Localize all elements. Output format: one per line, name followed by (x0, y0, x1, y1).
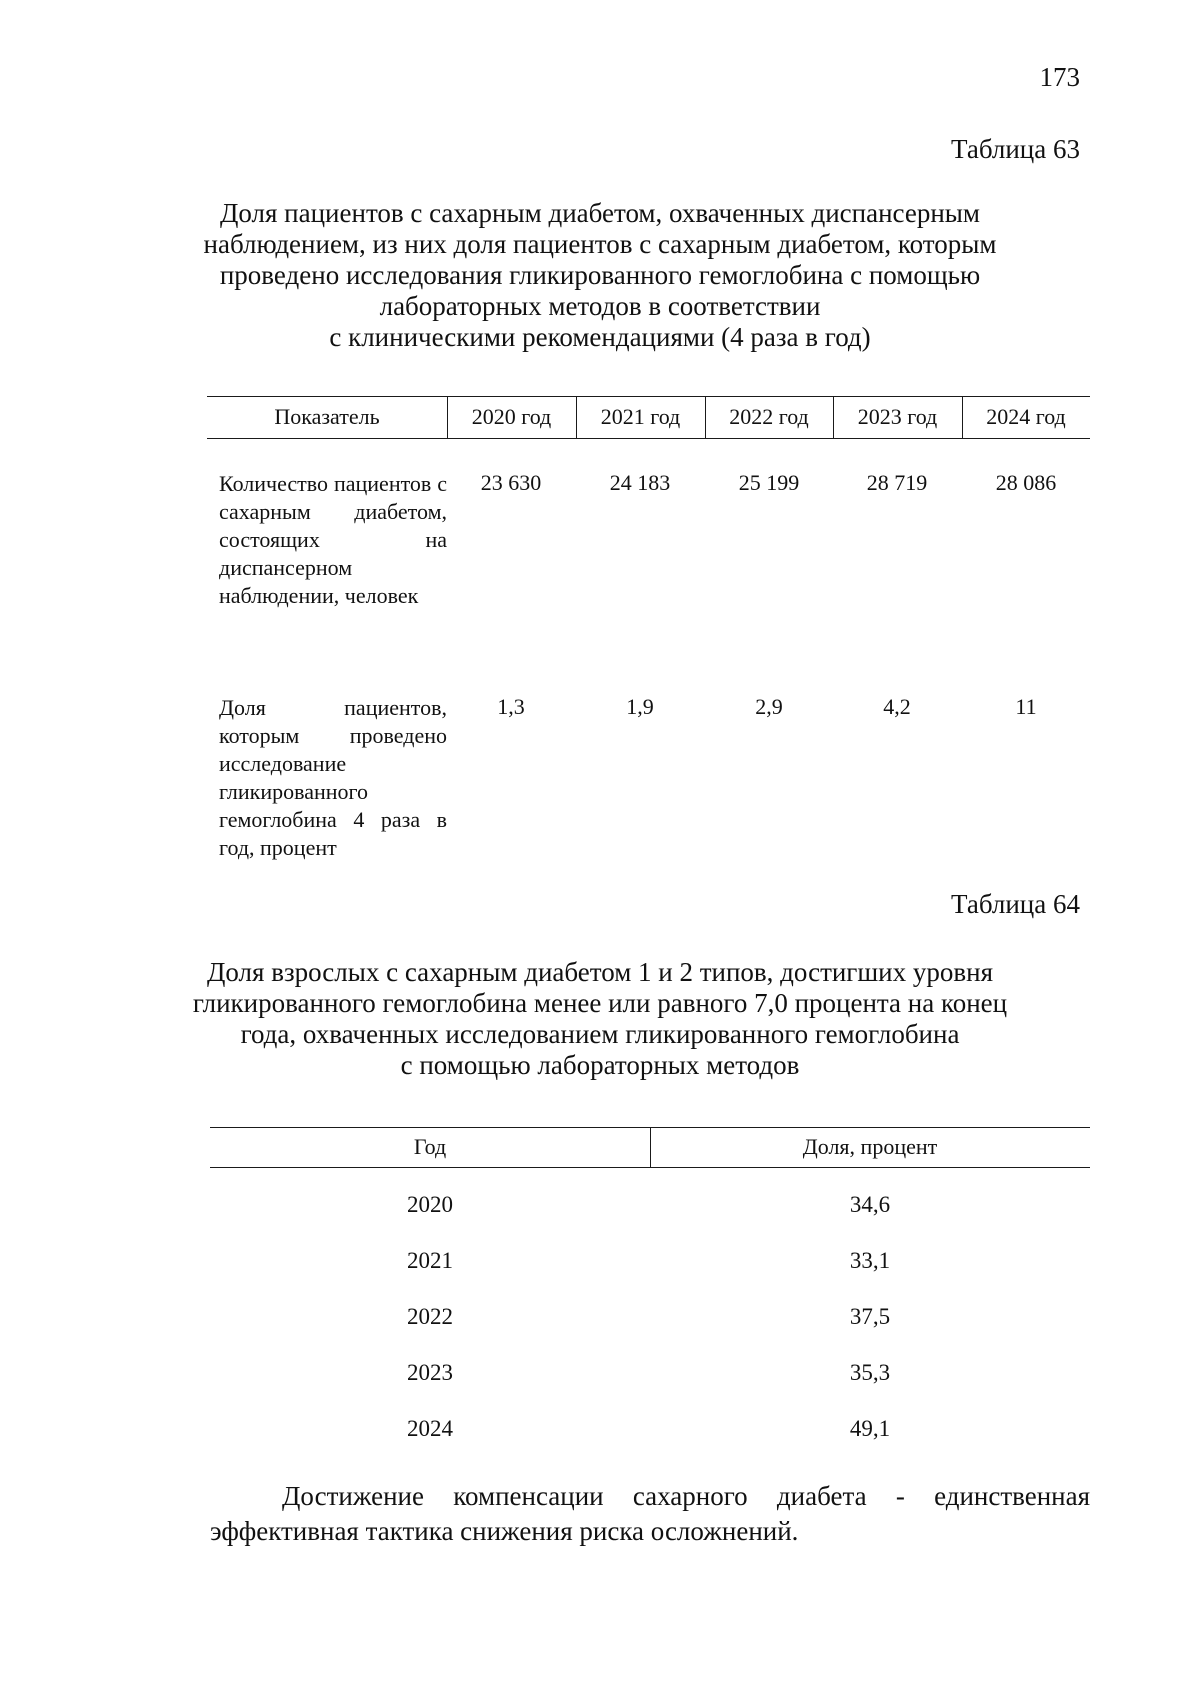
table-cell: 28 086 (995, 470, 1057, 495)
table-cell: 1,9 (626, 694, 654, 719)
table-63 (207, 396, 1090, 1246)
table-cell: 35,3 (849, 1360, 891, 1385)
table-63-caption (180, 198, 1020, 353)
table-63-label: Таблица 63 (951, 134, 1080, 164)
header-year: 2024 год (986, 404, 1066, 429)
table-cell: 2022 (407, 1304, 453, 1329)
header-year: Год (413, 1134, 447, 1159)
table-cell: 2,9 (755, 694, 783, 719)
row-label: Количество пациентов с сахарным диабетом, состоящих на диспансерном наблюдении, человек (219, 471, 447, 608)
table-rule (210, 1167, 1090, 1168)
row-label: Доля пациентов, которым проведено исследование гликированного гемоглобина 4 раза в год, процент (219, 695, 447, 860)
table-rule (207, 438, 1090, 439)
caption-line: с клиническими рекомендациями (4 раза в год) (329, 322, 871, 352)
caption-line: проведено исследования гликированного гемоглобина с помощью (219, 260, 981, 290)
table-cell: 1,3 (497, 694, 525, 719)
table-cell: 33,1 (849, 1248, 891, 1273)
caption-line: Доля взрослых с сахарным диабетом 1 и 2 типов, достигших уровня (207, 957, 993, 987)
caption-line: с помощью лабораторных методов (400, 1050, 800, 1080)
table-cell: 34,6 (849, 1192, 891, 1217)
table-64-label: Таблица 64 (951, 889, 1080, 919)
caption-line: года, охваченных исследованием гликированного гемоглобина (240, 1019, 960, 1049)
table-cell: 28 719 (866, 470, 928, 495)
table-cell: 37,5 (849, 1304, 891, 1329)
body-paragraph: Достижение компенсации сахарного диабета - единственная эффективная тактика снижения риска осложнений. (210, 1481, 1090, 1546)
page-number: 173 (1039, 62, 1080, 92)
caption-line: Доля пациентов с сахарным диабетом, охваченных диспансерным (219, 198, 981, 228)
header-indicator: Показатель (274, 404, 380, 429)
table-cell: 2020 (407, 1192, 453, 1217)
table-cell: 25 199 (738, 470, 800, 495)
caption-line: лабораторных методов в соответствии (379, 291, 821, 321)
table-cell: 4,2 (883, 694, 911, 719)
table-cell: 2024 (407, 1416, 453, 1441)
header-share: Доля, процент (802, 1134, 938, 1159)
table-cell: 2023 (407, 1360, 453, 1385)
caption-line: наблюдением, из них доля пациентов с сахарным диабетом, которым (203, 229, 997, 259)
header-year: 2022 год (729, 404, 809, 429)
caption-line: гликированного гемоглобина менее или равного 7,0 процента на конец (192, 988, 1008, 1018)
header-year: 2023 год (857, 404, 938, 429)
table-64-caption (180, 957, 1020, 1081)
header-year: 2020 год (471, 404, 552, 429)
table-64 (210, 1127, 1090, 1467)
table-cell: 2021 (407, 1248, 453, 1273)
table-cell: 23 630 (480, 470, 542, 495)
table-cell: 24 183 (609, 470, 671, 495)
header-year: 2021 год (600, 404, 681, 429)
table-cell: 11 (1015, 694, 1037, 719)
table-cell: 49,1 (849, 1416, 891, 1441)
